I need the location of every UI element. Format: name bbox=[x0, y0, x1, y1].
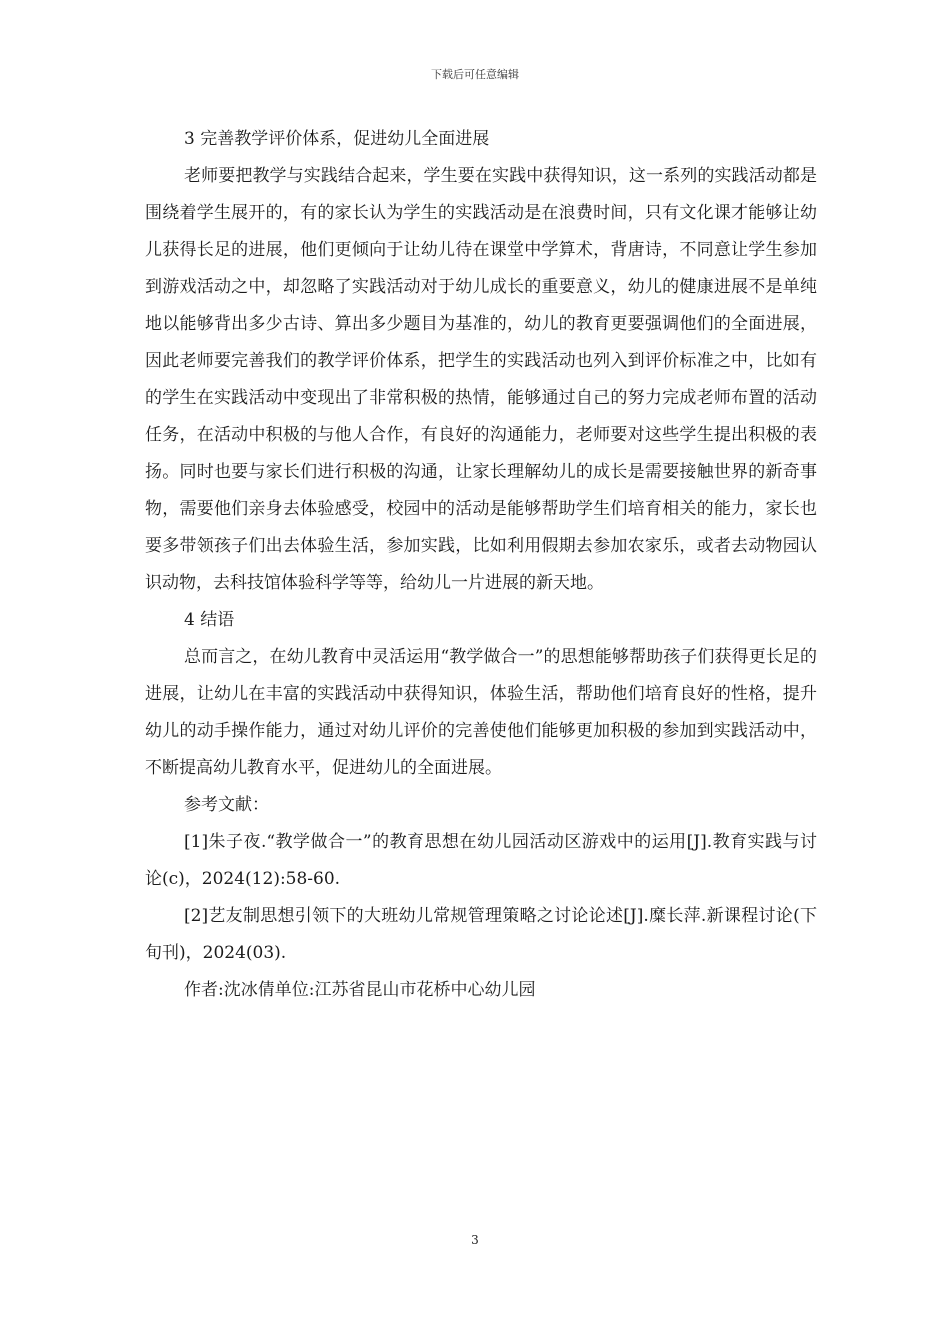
header-note: 下载后可任意编辑 bbox=[431, 68, 519, 81]
page-number: 3 bbox=[471, 1233, 479, 1247]
reference-item-1: [1]朱子夜.“教学做合一”的教育思想在幼儿园活动区游戏中的运用[J].教育实践与讨论(c)，2024(12):58-60. bbox=[145, 832, 817, 889]
author-line: 作者:沈冰倩单位:江苏省昆山市花桥中心幼儿园 bbox=[184, 980, 536, 1000]
reference-item-2: [2]艺友制思想引领下的大班幼儿常规管理策略之讨论论述[J].糜长萍.新课程讨论(下旬刊)，2024(03). bbox=[145, 906, 817, 963]
section-3-paragraph: 老师要把教学与实践结合起来，学生要在实践中获得知识，这一系列的实践活动都是围绕着学生展开的，有的家长认为学生的实践活动是在浪费时间，只有文化课才能够让幼儿获得长足的进展，他们更倾向于让幼儿待在课堂中学算术，背唐诗，不同意让学生参加到游戏活动之中，却忽略了实践活动对于幼儿成长的重要意义，幼儿的健康进展不是单纯地以能够背出多少古诗、算出多少题目为基准的，幼儿的教育更要强调他们的全面进展，因此老师要完善我们的教学评价体系，把学生的实践活动也列入到评价标准之中，比如有的学生在实践活动中变现出了非常积极的热情，能够通过自己的努力完成老师布置的活动任务，在活动中积极的与他人合作，有良好的沟通能力，老师要对这些学生提出积极的表扬。同时也要与家长们进行积极的沟通，让家长理解幼儿的成长是需要接触世界的新奇事物，需要他们亲身去体验感受，校园中的活动是能够帮助学生们培育相关的能力，家长也要多带领孩子们出去体验生活，参加实践，比如利用假期去参加农家乐，或者去动物园认识动物，去科技馆体验科学等等，给幼儿一片进展的新天地。 bbox=[145, 166, 817, 593]
section-3-title: 3 完善教学评价体系，促进幼儿全面进展 bbox=[184, 129, 490, 149]
section-4-title: 4 结语 bbox=[184, 610, 235, 630]
document-body bbox=[145, 121, 817, 1009]
references-title: 参考文献： bbox=[184, 795, 269, 815]
section-4-paragraph: 总而言之，在幼儿教育中灵活运用“教学做合一”的思想能够帮助孩子们获得更长足的进展，让幼儿在丰富的实践活动中获得知识，体验生活，帮助他们培育良好的性格，提升幼儿的动手操作能力，通过对幼儿评价的完善使他们能够更加积极的参加到实践活动中，不断提高幼儿教育水平，促进幼儿的全面进展。 bbox=[145, 647, 817, 778]
